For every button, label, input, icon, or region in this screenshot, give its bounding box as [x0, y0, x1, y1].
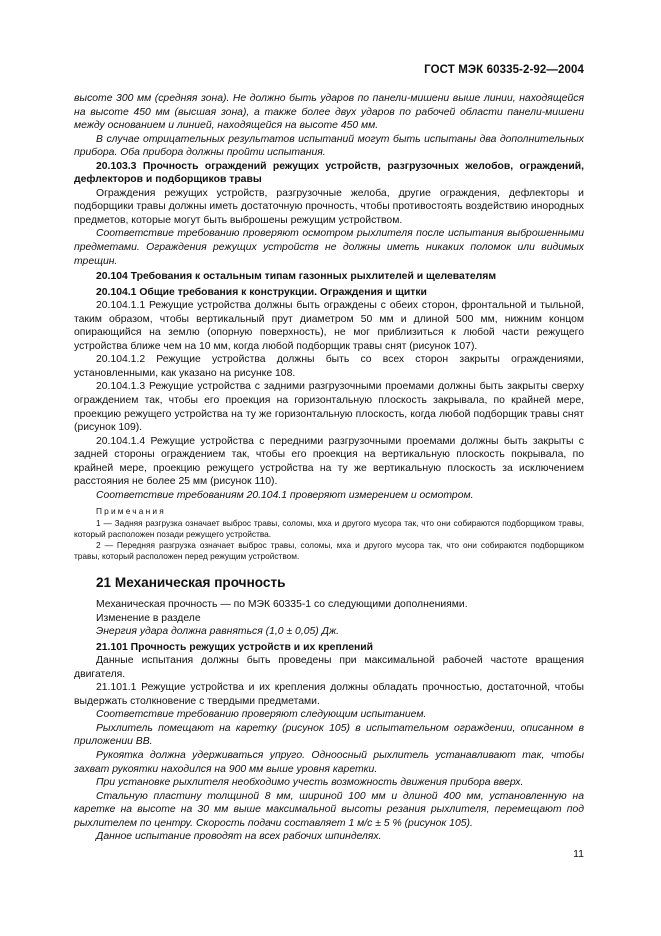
paragraph: При установке рыхлителя необходимо учесть возможность движения прибора вверх. [96, 777, 524, 789]
paragraph: Изменение в разделе [96, 612, 201, 624]
document-body [74, 92, 584, 844]
note: 1 — Задняя разгрузка означает выброс травы, соломы, мха и другого мусора так, что они собираются подборщиком травы, который расположен позади режущего устройства. [74, 517, 584, 539]
chapter-heading: 21 Механическая прочность [96, 575, 286, 591]
paragraph: Соответствие требованию проверяют следующим испытанием. [96, 709, 427, 721]
paragraph: 20.104.1.2 Режущие устройства должны быть со всех сторон закрыты ограждениями, установленными, как указано на рисунке 108. [74, 354, 584, 379]
paragraph: 20.104.1.1 Режущие устройства должны быть ограждены с обеих сторон, фронтальной и тыльной, таким образом, чтобы вертикальный прут диаметром 50 мм и длиной 500 мм, нижним концом опирающийся на землю (опорную поверхность), не мог приблизиться к любой части режущего устройства ближе чем на 10 мм, когда любой подборщик травы снят (рисунок 107). [74, 300, 584, 352]
page-number: 11 [573, 848, 584, 860]
paragraph: Рыхлитель помещают на каретку (рисунок 105) в испытательном ограждении, описанном в приложении ВВ. [74, 722, 584, 748]
paragraph: Стальную пластину толщиной 8 мм, шириной 100 мм и длиной 400 мм, установленную на каретке на высоте на 30 мм выше максимальной высоты резания рыхлителя, перемещают под рыхлителем по центру. Скорость подачи составляет 1 м/с ± 5 % (рисунок 105). [74, 790, 584, 829]
paragraph: Механическая прочность — по МЭК 60335-1 со следующими дополнениями. [96, 598, 468, 610]
section-heading: 20.104 Требования к остальным типам газонных рыхлителей и щелевателям [96, 271, 497, 283]
paragraph: высоте 300 мм (средняя зона). Не должно быть ударов по панели-мишени выше линии, находящейся на высоте 450 мм (высшая зона), а также более двух ударов по рабочей области панели-мишени между основанием и линией, находящейся на высоте 450 мм. [74, 93, 584, 132]
paragraph: Ограждения режущих устройств, разгрузочные желоба, другие ограждения, дефлекторы и подборщики травы должны иметь достаточную прочность, чтобы противостоять воздействию инородных предметов, которые могут быть выброшены режущим устройством. [74, 187, 584, 226]
section-heading: 20.104.1 Общие требования к конструкции. Ограждения и щитки [96, 286, 427, 298]
notes-block [74, 506, 584, 562]
paragraph: Соответствие требованиям 20.104.1 проверяют измерением и осмотром. [96, 489, 474, 501]
paragraph: Соответствие требованию проверяют осмотром рыхлителя после испытания выброшенными предметами. Ограждения режущих устройств не должны иметь никаких поломок или видимых трещин. [74, 228, 584, 267]
paragraph: 21.101.1 Режущие устройства и их крепления должны обладать прочностью, достаточной, чтобы выдержать столкновение с твердыми предметами. [74, 682, 584, 707]
paragraph: Данные испытания должны быть проведены при максимальной рабочей частоте вращения двигателя. [74, 655, 584, 680]
section-heading: 20.103.3 Прочность ограждений режущих устройств, разгрузочных желобов, ограждений, дефлекторов и подборщиков травы [74, 160, 584, 186]
document-header: ГОСТ МЭК 60335-2-92—2004 [424, 64, 584, 76]
paragraph: 20.104.1.4 Режущие устройства с передними разгрузочными проемами должны быть закрыты с задней стороны ограждением так, чтобы его проекция на вертикальную плоскость покрывала, по крайней мере, проекцию режущего устройства на ту же вертикальную плоскость за исключением расстояния не более 25 мм (рисунок 110). [74, 435, 584, 488]
note: 2 — Передняя разгрузка означает выброс травы, соломы, мха и другого мусора так, что они собираются подборщиком травы, который расположен перед режущим устройством. [74, 540, 584, 562]
paragraph: 20.104.1.3 Режущие устройства с задними разгрузочными проемами должны быть закрыты сверху ограждением так, чтобы его проекция на горизонтальную плоскость закрывала, по крайней мере, проекцию режущего устройства на ту же горизонтальную плоскость, когда любой подборщик травы снят (рисунок 109). [74, 381, 584, 434]
paragraph: Энергия удара должна равняться (1,0 ± 0,05) Дж. [96, 626, 339, 638]
paragraph: Рукоятка должна удерживаться упруго. Одноосный рыхлитель устанавливают так, чтобы захват рукоятки находился на 900 мм выше уровня каретки. [74, 749, 584, 775]
paragraph: Данное испытание проводят на всех рабочих шпинделях. [96, 831, 382, 843]
section-heading: 21.101 Прочность режущих устройств и их креплений [96, 641, 374, 653]
notes-title: Примечания [96, 506, 166, 517]
paragraph: В случае отрицательных результатов испытаний могут быть испытаны два дополнительных прибора. Оба прибора должны пройти испытания. [74, 133, 584, 159]
